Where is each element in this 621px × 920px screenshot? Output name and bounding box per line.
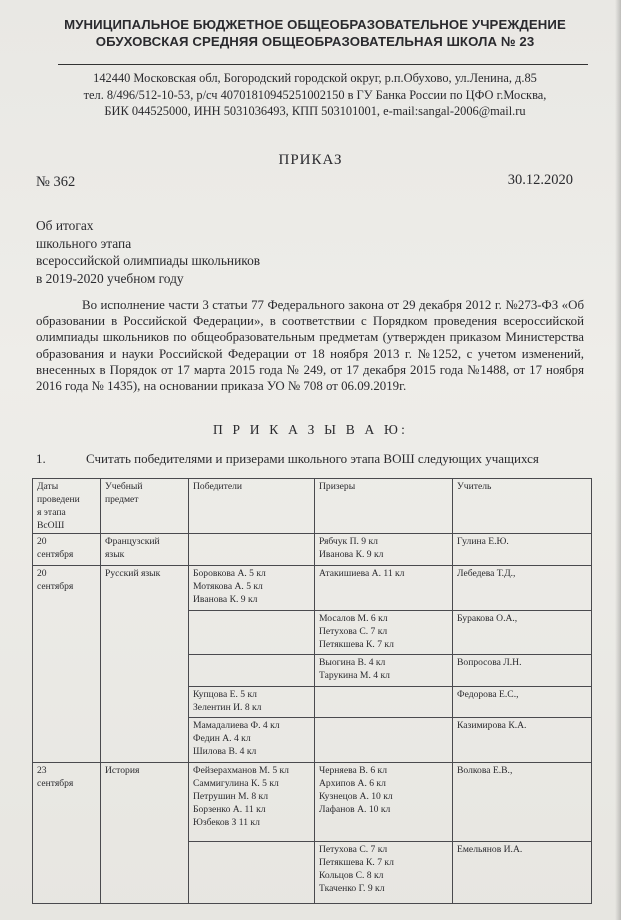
order-preamble: Во исполнение части 3 статьи 77 Федерального закона от 29 декабря 2012 г. №273-ФЗ «Об образовании в Российской Федерации», в соответствии с Порядком проведения всероссийской олимпиады школьников по общеобразовательным предметам (утвержден приказом Министерства образования и науки Российской Федерации от 18 ноября 2013 г. №1252, с учетом изменений, внесенных в Порядок от 17 марта 2015 года № 249, от 17 декабря 2015 года №1488, от 17 ноября 2016 года № 1435), на основании приказа УО № 708 от 06.09.2019г.	[36, 298, 584, 394]
cell-teacher: Вопросова Л.Н.	[453, 655, 592, 687]
cell-winners	[189, 611, 315, 655]
cell-subject: Французский язык	[101, 534, 189, 566]
header-date: Даты проведени я этапа ВсОШ	[33, 479, 101, 534]
cell-winners: Мамадалиева Ф. 4 кл Федин А. 4 кл Шилова В. 4 кл	[189, 718, 315, 763]
subject-line: Об итогах	[36, 218, 94, 233]
item-text: Считать победителями и призерами школьного этапа ВОШ следующих учащихся	[86, 451, 539, 466]
bank-details-line: БИК 044525000, ИНН 5031036493, КПП 503101001, e-mail:sangal-2006@mail.ru	[104, 104, 526, 118]
cell-prizers: Рябчук П. 9 кл Иванова К. 9 кл	[315, 534, 453, 566]
cell-date: 20 сентября	[33, 534, 101, 566]
table-row	[33, 763, 592, 842]
table-row	[33, 566, 592, 611]
table-row	[33, 534, 592, 566]
cell-teacher: Лебедева Т.Д.,	[453, 566, 592, 611]
cell-date: 23 сентября	[33, 763, 101, 904]
organization-name-line2: ОБУХОВСКАЯ СРЕДНЯЯ ОБЩЕОБРАЗОВАТЕЛЬНАЯ ШКОЛА № 23	[95, 34, 535, 49]
address-line: 142440 Московская обл, Богородский городской округ, р.п.Обухово, ул.Ленина, д.85	[93, 71, 537, 85]
subject-line: в 2019-2020 учебном году	[36, 270, 184, 286]
order-date: 30.12.2020	[507, 172, 573, 188]
order-item-1	[36, 451, 539, 467]
document-title: ПРИКАЗ	[278, 152, 343, 168]
cell-winners: Фейзерахманов М. 5 кл Саммигулина К. 5 кл Петрушин М. 8 кл Борзенко А. 11 кл Юзбеков З 11 кл	[189, 763, 315, 842]
item-number: 1.	[36, 451, 46, 466]
table-header-row	[33, 479, 592, 534]
organization-address	[30, 70, 600, 120]
cell-date: 20 сентября	[33, 566, 101, 763]
cell-teacher: Казимирова К.А.	[453, 718, 592, 763]
order-number: № 362	[36, 174, 76, 190]
cell-subject: Русский язык	[101, 566, 189, 763]
cell-prizers: Выогина В. 4 кл Тарукина М. 4 кл	[315, 655, 453, 687]
results-table	[32, 478, 592, 904]
cell-prizers: Черняева В. 6 кл Архипов А. 6 кл Кузнецов А. 10 кл Лафанов А. 10 кл	[315, 763, 453, 842]
cell-winners: Боровкова А. 5 кл Мотякова А. 5 кл Иванова К. 9 кл	[189, 566, 315, 611]
cell-teacher: Гулина Е.Ю.	[453, 534, 592, 566]
organization-name-line1: МУНИЦИПАЛЬНОЕ БЮДЖЕТНОЕ ОБЩЕОБРАЗОВАТЕЛЬНОЕ УЧРЕЖДЕНИЕ	[64, 17, 566, 32]
cell-winners	[189, 655, 315, 687]
cell-teacher: Буракова О.А.,	[453, 611, 592, 655]
cell-teacher: Емельянов И.А.	[453, 842, 592, 904]
header-divider	[58, 64, 588, 65]
header-winners: Победители	[189, 479, 315, 534]
cell-winners	[189, 842, 315, 904]
order-subject	[36, 217, 260, 287]
cell-winners: Купцова Е. 5 кл Зелентин И. 8 кл	[189, 687, 315, 718]
cell-prizers: Мосалов М. 6 кл Петухова С. 7 кл Петякшева К. 7 кл	[315, 611, 453, 655]
cell-subject: История	[101, 763, 189, 904]
cell-teacher: Волкова Е.В.,	[453, 763, 592, 842]
cell-prizers: Атакишиева А. 11 кл	[315, 566, 453, 611]
cell-prizers	[315, 687, 453, 718]
header-teacher: Учитель	[453, 479, 592, 534]
cell-prizers: Петухова С. 7 кл Петякшева К. 7 кл Кольцов С. 8 кл Ткаченко Г. 9 кл	[315, 842, 453, 904]
cell-prizers	[315, 718, 453, 763]
order-command: П Р И К А З Ы В А Ю:	[212, 422, 409, 437]
page-edge-shadow	[615, 0, 621, 920]
cell-winners	[189, 534, 315, 566]
letterhead	[30, 16, 600, 50]
header-subject: Учебный предмет	[101, 479, 189, 534]
requisites-line: тел. 8/496/512-10-53, р/сч 40701810945251002150 в ГУ Банка России по ЦФО г.Москва,	[83, 87, 547, 102]
subject-line: школьного этапа	[36, 235, 132, 251]
header-prizers: Призеры	[315, 479, 453, 534]
cell-teacher: Федорова Е.С.,	[453, 687, 592, 718]
subject-line: всероссийской олимпиады школьников	[36, 253, 261, 268]
